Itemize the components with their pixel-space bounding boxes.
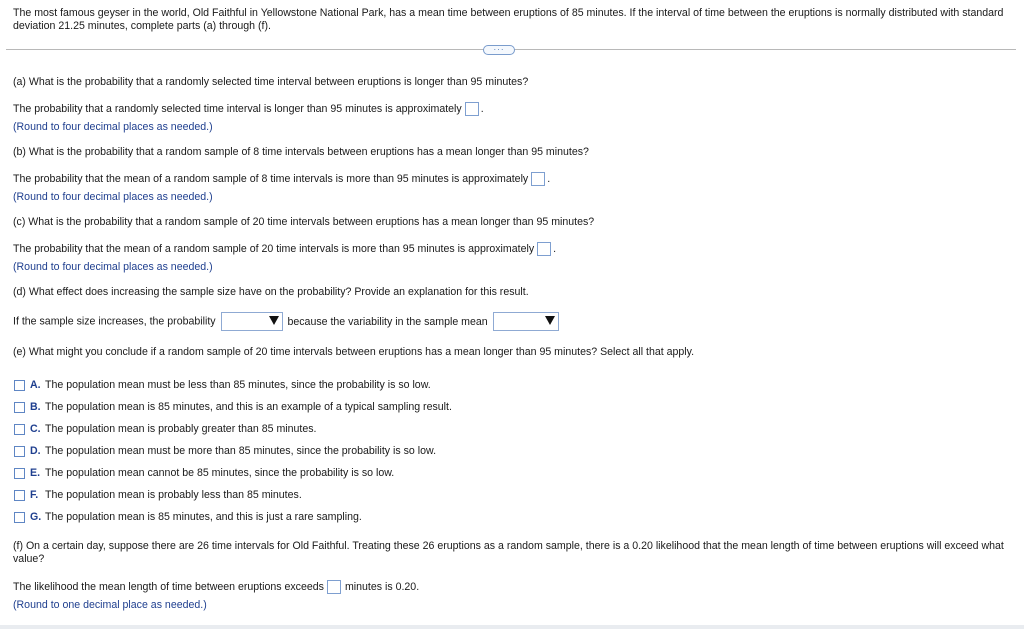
part-b-answer-line: [13, 172, 550, 186]
option-text: The population mean must be more than 85 minutes, since the probability is so low.: [45, 445, 437, 458]
option-text: The population mean cannot be 85 minutes, since the probability is so low.: [45, 467, 395, 480]
part-d-prefix: If the sample size increases, the probability: [13, 315, 216, 328]
part-b-question: (b) What is the probability that a random sample of 8 time intervals between eruptions has a mean longer than 95 minutes?: [13, 146, 589, 158]
part-e-option[interactable]: [14, 379, 431, 393]
part-c-hint: (Round to four decimal places as needed.): [13, 261, 213, 273]
part-e-option[interactable]: [14, 401, 452, 415]
option-letter: D.: [30, 445, 41, 458]
chevron-down-icon: [269, 316, 279, 325]
part-a-question: (a) What is the probability that a randomly selected time interval between eruptions is longer than 95 minutes?: [13, 76, 529, 88]
part-e-option[interactable]: [14, 489, 302, 503]
part-e-option[interactable]: [14, 467, 394, 481]
part-d-probability-dropdown[interactable]: [221, 312, 283, 331]
part-b-answer-text: The probability that the mean of a random sample of 8 time intervals is more than 95 minutes is approximately: [13, 172, 529, 185]
part-c-question: (c) What is the probability that a random sample of 20 time intervals between eruptions has a mean longer than 95 minutes?: [13, 216, 595, 228]
part-f-prefix: The likelihood the mean length of time between eruptions exceeds: [13, 580, 324, 593]
option-text: The population mean must be less than 85 minutes, since the probability is so low.: [45, 379, 431, 392]
part-d-answer-line: [13, 312, 559, 331]
expand-more-button[interactable]: ···: [483, 45, 515, 55]
checkbox[interactable]: [14, 490, 25, 501]
part-e-option[interactable]: [14, 445, 436, 459]
part-e-question: (e) What might you conclude if a random sample of 20 time intervals between eruptions has a mean longer than 95 minutes? Select all that apply.: [13, 346, 695, 358]
option-letter: E.: [30, 467, 41, 480]
option-letter: C.: [30, 423, 41, 436]
option-text: The population mean is probably less than 85 minutes.: [45, 489, 302, 502]
option-letter: F.: [30, 489, 39, 502]
part-b-answer-input[interactable]: [531, 172, 545, 186]
option-letter: G.: [30, 511, 42, 524]
checkbox[interactable]: [14, 380, 25, 391]
part-f-answer-line: [13, 580, 419, 594]
option-text: The population mean is probably greater than 85 minutes.: [45, 423, 317, 436]
part-f-suffix: minutes is 0.20.: [344, 580, 420, 593]
option-letter: B.: [30, 401, 41, 414]
part-f-answer-input[interactable]: [327, 580, 341, 594]
part-b-hint: (Round to four decimal places as needed.): [13, 191, 213, 203]
checkbox[interactable]: [14, 468, 25, 479]
part-f-question: (f) On a certain day, suppose there are 26 time intervals for Old Faithful. Treating these 26 eruptions as a random sample, there is a 0.20 likelihood that the mean length of time between eruptions will exceed what value?: [13, 540, 1004, 565]
part-d-middle: because the variability in the sample mean: [287, 315, 488, 328]
part-d-question: (d) What effect does increasing the sample size have on the probability? Provide an explanation for this result.: [13, 286, 529, 298]
part-e-option[interactable]: [14, 511, 362, 525]
option-text: The population mean is 85 minutes, and this is just a rare sampling.: [45, 511, 362, 524]
checkbox[interactable]: [14, 402, 25, 413]
period: .: [553, 242, 557, 255]
checkbox[interactable]: [14, 446, 25, 457]
part-a-answer-line: [13, 102, 484, 116]
option-letter: A.: [30, 379, 41, 392]
part-c-answer-text: The probability that the mean of a random sample of 20 time intervals is more than 95 minutes is approximately: [13, 242, 535, 255]
period: .: [480, 102, 484, 115]
part-d-variability-dropdown[interactable]: [493, 312, 559, 331]
part-e-option[interactable]: [14, 423, 317, 437]
intro-container: [0, 0, 1024, 33]
period: .: [547, 172, 551, 185]
option-text: The population mean is 85 minutes, and this is an example of a typical sampling result.: [45, 401, 452, 414]
part-c-answer-input[interactable]: [537, 242, 551, 256]
bottom-scroll-track: [0, 625, 1024, 629]
part-f-hint: (Round to one decimal place as needed.): [13, 599, 207, 611]
checkbox[interactable]: [14, 424, 25, 435]
part-a-answer-input[interactable]: [465, 102, 479, 116]
chevron-down-icon: [545, 316, 555, 325]
part-c-answer-line: [13, 242, 556, 256]
problem-intro: The most famous geyser in the world, Old Faithful in Yellowstone National Park, has a mean time between eruptions of 85 minutes. If the interval of time between the eruptions is normally distributed with standard deviation 21.25 minutes, complete parts (a) through (f).: [13, 7, 1004, 32]
part-a-answer-text: The probability that a randomly selected time interval is longer than 95 minutes is approximately: [13, 102, 462, 115]
part-a-hint: (Round to four decimal places as needed.): [13, 121, 213, 133]
checkbox[interactable]: [14, 512, 25, 523]
